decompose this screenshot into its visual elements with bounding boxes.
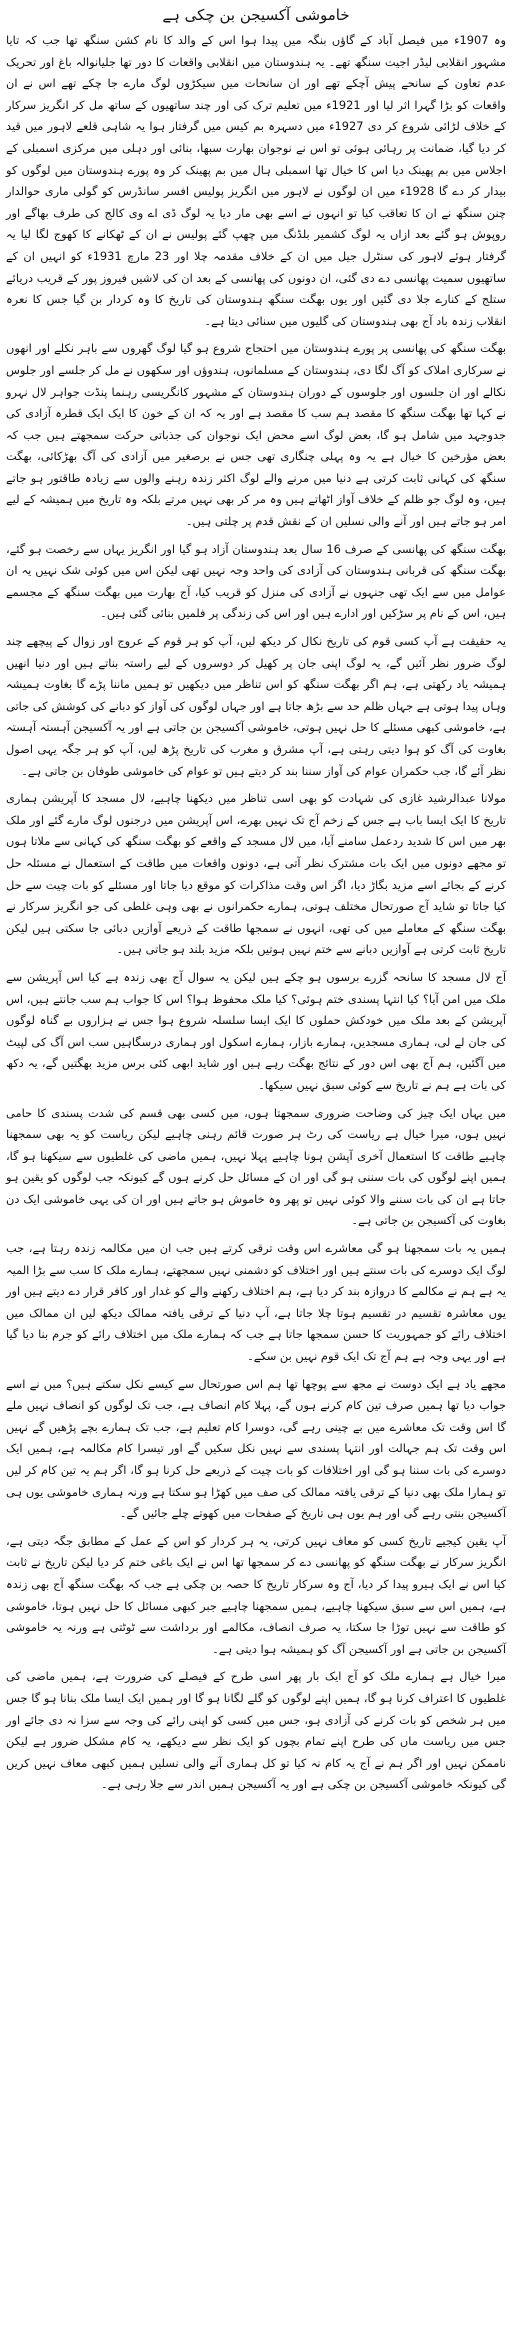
article-title: خاموشی آکسیجن بن چکی ہے (162, 6, 350, 24)
paragraph-4: یہ حقیقت ہے آپ کسی قوم کی تاریخ نکال کر دیکھ لیں، آپ کو ہر قوم کے عروج اور زوال کے پیچھے چند لوگ ضرور نظر آئیں گے، یہ لوگ اپنی جان پر کھیل کر دوسروں کے لیے راستہ بناتے ہیں اور دنیا انھیں ہمیشہ یاد رکھتی ہے، ہم اگر بھگت سنگھ کو اس تناظر میں دیکھیں تو ہمیں ماننا پڑے گا بغاوت ہمیشہ وہاں پیدا ہوتی ہے جہاں ظلم حد سے بڑھ جاتا ہے اور جہاں لوگوں کی آواز کو دبانے کی کوشش کی جاتی ہے، خاموشی کبھی مسئلے کا حل نہیں ہوتی، خاموشی آکسیجن بن جاتی ہے اور یہ آکسیجن آہستہ آہستہ بغاوت کی آگ کو ہوا دیتی رہتی ہے، آپ مشرق و مغرب کی تاریخ پڑھ لیں، آپ کو ہر جگہ یہی اصول نظر آئے گا، جب حکمران عوام کی آواز سننا بند کر دیتے ہیں تو عوام کی خاموشی طوفان بن جاتی ہے۔ (6, 634, 506, 778)
paragraph-1: وہ 1907ء میں فیصل آباد کے گاؤں بنگہ میں پیدا ہوا اس کے والد کا نام کشن سنگھ تھا جب کہ تایا مشہور انقلابی لیڈر اجیت سنگھ تھے۔ یہ ہندوستان میں انقلابی واقعات کا دور تھا جلیانوالہ باغ اور تحریک عدم تعاون کے سانحے پیش آچکے تھے اور ان سانحات میں سیکڑوں لوگ مارے جا چکے تھے اس نے ان واقعات کو بڑا گہرا اثر لیا اور 1921ء میں تعلیم ترک کی اور چند ساتھیوں کے ساتھ مل کر انگریز سرکار کے خلاف لڑائی شروع کر دی 1927ء میں دسہرہ بم کیس میں گرفتار ہوا یہ شاہی قلعے لاہور میں قید کر دیا گیا، ضمانت پر رہائی ہوئی تو اس نے نوجوان بھارت سبھا، بنائی اور دہلی میں مرکزی اسمبلی کے اجلاس میں بم پھینک دیا اس کا خیال تھا اسمبلی ہال میں بم پھینک کر وہ پورے ہندوستان میں لوگوں کو بیدار کر دے گا 1928ء میں ان لوگوں نے لاہور میں انگریز پولیس افسر سانڈرس کو گولی ماری حوالدار چنن سنگھ نے ان کا تعاقب کیا تو انہوں نے اسے بھی مار دیا یہ لوگ ڈی اے وی کالج کی طرف بھاگے اور روپوش ہو گئے بعد ازاں یہ لوگ کشمیر بلڈنگ میں چھپ گئے پولیس نے ان کے ٹھکانے کا کھوج لگا لیا یہ گرفتار ہوئے لاہور کی سنٹرل جیل میں ان کے خلاف مقدمہ چلا اور 23 مارچ 1931ء کو انہیں ان کے ساتھیوں سمیت پھانسی دے دی گئی، ان دونوں کی پھانسی کے بعد ان کی لاشیں فیروز پور کے قریب دریائے ستلج کے کنارے جلا دی گئیں اور یوں بھگت سنگھ ہندوستان کی تاریخ کا وہ کردار بن گیا جس کا نعرہ انقلاب زندہ باد آج بھی ہندوستان کی گلیوں میں سنائی دیتا ہے۔ (6, 33, 506, 328)
paragraph-2: بھگت سنگھ کی پھانسی پر پورے ہندوستان میں احتجاج شروع ہو گیا لوگ گھروں سے باہر نکلے اور انھوں نے سرکاری املاک کو آگ لگا دی، ہندوستان کے مسلمانوں، ہندوؤں اور سکھوں نے مل کر جلسے اور جلوس نکالے اور ان جلسوں اور جلوسوں کے دوران ہندوستان کے مشہور کانگریسی رہنما پنڈت جواہر لال نہرو نے کہا تھا بھگت سنگھ کا مقصد ہم سب کا مقصد ہے اور یہ کہ ان کے خون کا ایک ایک قطرہ آزادی کی جدوجہد میں شامل ہو گا، بعض لوگ اسے محض ایک نوجوان کی جذباتی حرکت سمجھتے ہیں جب کہ بعض مؤرخین کا خیال ہے یہ وہ پہلی چنگاری تھی جس نے برصغیر میں آزادی کی آگ بھڑکائی، بھگت سنگھ کی کہانی ثابت کرتی ہے دنیا میں مرنے والے لوگ اکثر زندہ رہنے والوں سے زیادہ طاقتور ہو جاتے ہیں، وہ لوگ جو ظلم کے خلاف آواز اٹھاتے ہیں وہ مر کر بھی نہیں مرتے بلکہ وہ تاریخ میں ہمیشہ کے لیے امر ہو جاتے ہیں اور آنے والی نسلیں ان کے نقش قدم پر چلتی ہیں۔ (6, 341, 506, 529)
paragraph-11: میرا خیال ہے ہمارے ملک کو آج ایک بار پھر اسی طرح کے فیصلے کی ضرورت ہے، ہمیں ماضی کی غلطیوں کا اعتراف کرنا ہو گا، ہمیں اپنے لوگوں کو گلے لگانا ہو گا اور ہمیں ایک ایسا ملک بنانا ہو گا جس میں ہر شخص کو بات کرنے کی آزادی ہو، جس میں کسی کو اپنی رائے کی وجہ سے سزا نہ دی جائے اور جس میں ریاست ماں کی طرح اپنے تمام بچوں کو ایک نظر سے دیکھے، یہ کام مشکل ضرور ہے لیکن ناممکن نہیں اور اگر ہم نے آج یہ کام نہ کیا تو کل ہماری آنے والی نسلیں ہمیں کبھی معاف نہیں کریں گی کیونکہ خاموشی آکسیجن بن چکی ہے اور یہ آکسیجن ہمیں اندر سے جلا رہی ہے۔ (6, 1669, 506, 1792)
paragraph-6: آج لال مسجد کا سانحہ گزرے برسوں ہو چکے ہیں لیکن یہ سوال آج بھی زندہ ہے کیا اس آپریشن سے ملک میں امن آیا؟ کیا انتہا پسندی ختم ہوئی؟ کیا ملک محفوظ ہوا؟ اس کا جواب ہم سب جانتے ہیں، اس آپریشن کے بعد ملک میں خودکش حملوں کا ایک ایسا سلسلہ شروع ہوا جس نے ہزاروں بے گناہ لوگوں کی جان لے لی، ہماری مسجدیں، ہمارے بازار، ہمارے اسکول اور ہماری درسگاہیں سب اس آگ کی لپیٹ میں آگئیں، ہم آج بھی اس دور کے نتائج بھگت رہے ہیں اور شاید ابھی کئی برس مزید بھگتیں گے، یہ دکھ کی بات ہے ہم نے تاریخ سے کوئی سبق نہیں سیکھا۔ (6, 969, 506, 1092)
paragraph-3: بھگت سنگھ کی پھانسی کے صرف 16 سال بعد ہندوستان آزاد ہو گیا اور انگریز یہاں سے رخصت ہو گئے، بھگت سنگھ کی قربانی ہندوستان کی آزادی کی واحد وجہ نہیں تھی لیکن اس میں کوئی شک نہیں یہ ان عوامل میں سے ایک تھی جنہوں نے آزادی کی منزل کو قریب کیا، آج بھارت میں بھگت سنگھ کے مجسمے ہیں، اس کے نام پر سڑکیں اور ادارے ہیں اور اس کی زندگی پر فلمیں بنائی گئی ہیں۔ (6, 541, 506, 621)
paragraph-9: مجھے یاد ہے ایک دوست نے مجھ سے پوچھا تھا ہم اس صورتحال سے کیسے نکل سکتے ہیں؟ میں نے اسے جواب دیا تھا ہمیں صرف تین کام کرنے ہوں گے، پہلا کام انصاف ہے، جب تک لوگوں کو انصاف نہیں ملے گا اس وقت تک معاشرے میں بے چینی رہے گی، دوسرا کام تعلیم ہے، جب تک ہمارے بچے پڑھیں گے نہیں اس وقت تک ہم جہالت اور انتہا پسندی سے نہیں نکل سکیں گے اور تیسرا کام مکالمہ ہے، ہمیں ایک دوسرے کی بات سننا ہو گی اور اختلافات کو بات چیت کے ذریعے حل کرنا ہو گا، اگر ہم یہ تین کام کر لیں تو ہمارا ملک بھی دنیا کے ترقی یافتہ ممالک کی صف میں کھڑا ہو سکتا ہے ورنہ ہماری خاموشی یوں ہی آکسیجن بنتی رہے گی اور ہم یوں ہی تاریخ کے صفحات میں کھوتے چلے جائیں گے۔ (6, 1376, 506, 1521)
paragraph-7: میں یہاں ایک چیز کی وضاحت ضروری سمجھتا ہوں، میں کسی بھی قسم کی شدت پسندی کا حامی نہیں ہوں، میرا خیال ہے ریاست کی رٹ ہر صورت قائم رہنی چاہیے لیکن ریاست کو یہ بھی سمجھنا چاہیے طاقت کا استعمال آخری آپشن ہونا چاہیے پہلا نہیں، ہمیں ماضی کی غلطیوں سے سیکھنا ہو گا، ہمیں اپنے لوگوں کی بات سننی ہو گی اور ان کے مسائل حل کرنے ہوں گے کیونکہ جب لوگوں کو یقین ہو جاتا ہے ان کی بات سننے والا کوئی نہیں تو پھر وہ خاموش ہو جاتے ہیں اور ان کی یہی خاموشی ایک دن بغاوت کی آکسیجن بن جاتی ہے۔ (6, 1105, 506, 1228)
paragraph-8: ہمیں یہ بات سمجھنا ہو گی معاشرے اس وقت ترقی کرتے ہیں جب ان میں مکالمہ زندہ رہتا ہے، جب لوگ ایک دوسرے کی بات سنتے ہیں اور اختلاف کو دشمنی نہیں سمجھتے، ہمارے ملک کا سب سے بڑا المیہ یہ ہے ہم نے مکالمے کا دروازہ بند کر دیا ہے، ہم اختلاف رکھنے والے کو غدار اور کافر قرار دے دیتے ہیں اور یوں معاشرہ تقسیم در تقسیم ہوتا چلا جاتا ہے، آپ دنیا کے ترقی یافتہ ممالک دیکھ لیں ان ممالک میں اختلاف رائے کو جمہوریت کا حسن سمجھا جاتا ہے جب کہ ہمارے ملک میں اختلاف رائے کو جرم بنا دیا گیا ہے اور یہی وجہ ہے ہم آج تک ایک قوم نہیں بن سکے۔ (6, 1241, 506, 1364)
paragraph-10: آپ یقین کیجیے تاریخ کسی کو معاف نہیں کرتی، یہ ہر کردار کو اس کے عمل کے مطابق جگہ دیتی ہے، انگریز سرکار نے بھگت سنگھ کو پھانسی دے کر سمجھا تھا اس نے ایک باغی ختم کر دیا لیکن تاریخ نے ثابت کیا اس نے ایک ہیرو پیدا کر دیا، آج وہ سرکار تاریخ کا حصہ بن چکی ہے جب کہ بھگت سنگھ آج بھی زندہ ہے، ہمیں اس سے سبق سیکھنا چاہیے، ہمیں سمجھنا چاہیے جبر کبھی مسائل کا حل نہیں ہوتا، خاموشی کو طاقت سے نہیں توڑا جا سکتا، یہ صرف انصاف، مکالمے اور برداشت سے ٹوٹتی ہے ورنہ یہ خاموشی آکسیجن بن جاتی ہے اور آکسیجن آگ کو ہمیشہ ہوا دیتی ہے۔ (6, 1533, 506, 1656)
paragraph-5: مولانا عبدالرشید غازی کی شہادت کو بھی اسی تناظر میں دیکھنا چاہیے، لال مسجد کا آپریشن ہماری تاریخ کا ایک ایسا باب ہے جس کے زخم آج تک نہیں بھرے، اس آپریشن میں درجنوں لوگ مارے گئے اور ملک بھر میں اس کا شدید ردعمل سامنے آیا، میں لال مسجد کے واقعے کو بھگت سنگھ کی کہانی سے ملاتا ہوں تو مجھے دونوں میں ایک بات مشترک نظر آتی ہے، دونوں واقعات میں طاقت کے استعمال نے مسئلہ حل کرنے کے بجائے اسے مزید بگاڑ دیا، اگر اس وقت مذاکرات کو موقع دیا جاتا اور مسئلے کو بات چیت سے حل کیا جاتا تو شاید آج صورتحال مختلف ہوتی، ہمارے حکمرانوں نے بھی وہی غلطی کی جو انگریز سرکار نے بھگت سنگھ کے معاملے میں کی تھی، انہوں نے سمجھا طاقت کے ذریعے آوازیں دبائی جا سکتی ہیں لیکن تاریخ ثابت کرتی ہے آوازیں دبانے سے ختم نہیں ہوتیں بلکہ مزید بلند ہو جاتی ہیں۔ (6, 791, 506, 957)
